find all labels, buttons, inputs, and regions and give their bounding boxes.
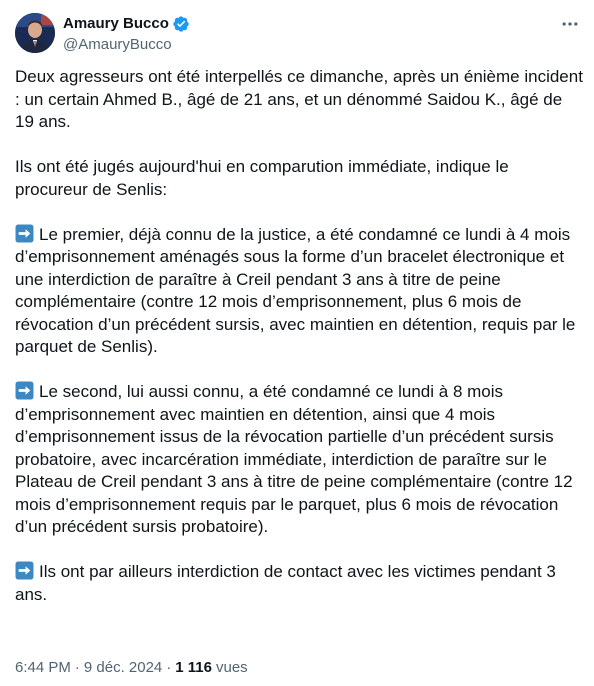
author-handle[interactable]: @AmauryBucco xyxy=(63,36,172,53)
tweet-time[interactable]: 6:44 PM xyxy=(15,659,71,676)
paragraph-text: Le second, lui aussi connu, a été condamné ce lundi à 8 mois d’emprisonnement avec maintien en détention, ainsi que 4 mois d’emprisonnement issus de la révocation partielle d’un précédent sursis probatoire, avec incarcération immédiate, interdiction de paraître sur le Plateau de Creil pendant 3 ans à titre de peine complémentaire (contre 12 mois d’emprisonnement requis par le parquet, plus 6 mois de révocation d’un précédent sursis probatoire). xyxy=(15,382,573,536)
avatar[interactable] xyxy=(15,13,55,53)
tweet-paragraph xyxy=(15,66,585,134)
tweet-meta xyxy=(15,658,248,678)
more-horizontal-icon xyxy=(560,14,580,34)
views-label: vues xyxy=(216,659,248,676)
right-arrow-emoji-icon xyxy=(15,561,34,580)
tweet-paragraph xyxy=(15,381,585,539)
paragraph-text: Le premier, déjà connu de la justice, a été condamné ce lundi à 4 mois d’emprisonnement aménagés sous la forme d’un bracelet électronique et une interdiction de paraître à Creil pendant 3 ans à titre de peine complémentaire (contre 12 mois d’emprisonnement, plus 6 mois de révocation d’un précédent sursis, avec maintien en détention, requis par le parquet de Senlis). xyxy=(15,224,576,356)
paragraph-text: Ils ont été jugés aujourd'hui en comparution immédiate, indique le procureur de Senlis: xyxy=(15,157,509,199)
right-arrow-emoji-icon xyxy=(15,224,34,243)
meta-separator: · xyxy=(74,659,80,676)
more-options-button[interactable] xyxy=(556,12,584,36)
tweet-paragraph xyxy=(15,561,585,606)
paragraph-text: Deux agresseurs ont été interpellés ce dimanche, après un énième incident : un certain Ahmed B., âgé de 21 ans, et un dénommé Saidou K., âgé de 19 ans. xyxy=(15,67,583,131)
tweet-paragraph xyxy=(15,156,585,201)
paragraph-text: Ils ont par ailleurs interdiction de contact avec les victimes pendant 3 ans. xyxy=(15,562,556,604)
meta-separator: · xyxy=(166,659,172,676)
author-display-name[interactable]: Amaury Bucco xyxy=(63,15,169,32)
author-name-row[interactable] xyxy=(63,14,190,34)
tweet-paragraph xyxy=(15,224,585,359)
verified-badge-icon[interactable] xyxy=(172,15,190,33)
tweet-text xyxy=(15,66,585,606)
tweet-date[interactable]: 9 déc. 2024 xyxy=(83,659,163,676)
views-count[interactable]: 1 116 xyxy=(175,659,212,676)
right-arrow-emoji-icon xyxy=(15,381,34,400)
